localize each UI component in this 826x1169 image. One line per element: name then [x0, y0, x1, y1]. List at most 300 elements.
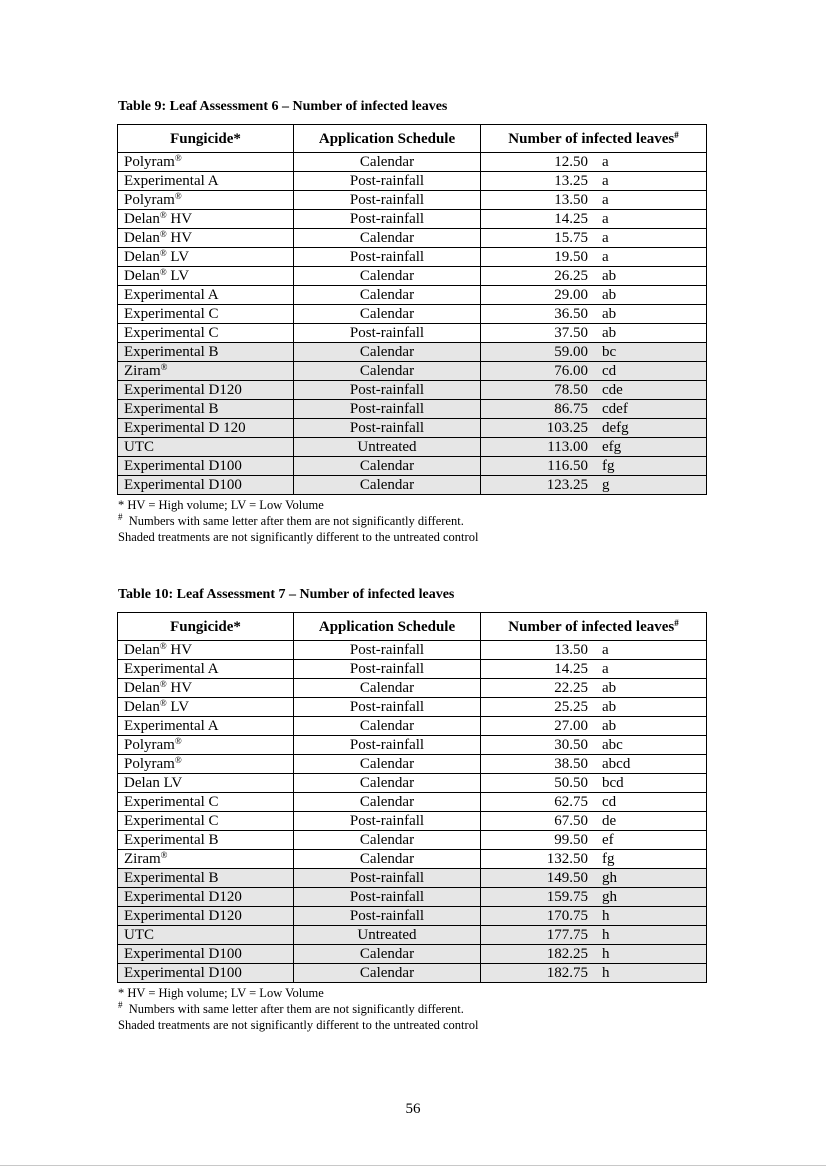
schedule-cell: Calendar [294, 850, 481, 869]
schedule-cell: Calendar [294, 153, 481, 172]
table-body [118, 153, 707, 495]
fungicide-name: Delan [124, 230, 160, 246]
registered-mark: ® [159, 229, 167, 239]
registered-mark: ® [159, 679, 167, 689]
infected-value: 182.25 [546, 946, 588, 962]
schedule-cell: Calendar [294, 717, 481, 736]
infected-cell [481, 774, 707, 793]
significance-letters: gh [602, 870, 617, 886]
infected-value: 30.50 [554, 737, 588, 753]
fungicide-name: Polyram [124, 737, 175, 753]
fungicide-volume: HV [166, 211, 193, 227]
schedule-cell: Post-rainfall [294, 172, 481, 191]
significance-letters: cde [602, 382, 623, 398]
fungicide-name: Experimental D120 [124, 382, 242, 398]
infected-cell [481, 812, 707, 831]
fungicide-name: Delan [124, 699, 160, 715]
infected-value: 13.25 [554, 173, 588, 189]
fungicide-name: Experimental B [124, 344, 219, 360]
infected-value: 25.25 [554, 699, 588, 715]
infected-value: 13.50 [554, 642, 588, 658]
fungicide-cell [118, 850, 294, 869]
infected-cell [481, 381, 707, 400]
fungicide-cell [118, 964, 294, 983]
fungicide-name: Experimental D100 [124, 965, 242, 981]
infected-header [481, 125, 707, 153]
table-row [118, 850, 707, 869]
fungicide-name: Experimental B [124, 870, 219, 886]
fungicide-cell [118, 324, 294, 343]
footnote-shaded: Shaded treatments are not significantly different to the untreated control [118, 1018, 479, 1032]
fungicide-volume: HV [166, 680, 193, 696]
infected-value: 19.50 [554, 249, 588, 265]
fungicide-name: Experimental B [124, 401, 219, 417]
table-row [118, 324, 707, 343]
fungicide-name: Ziram [124, 363, 161, 379]
infected-value: 22.25 [554, 680, 588, 696]
header-row [118, 613, 707, 641]
schedule-cell: Calendar [294, 229, 481, 248]
table-row [118, 641, 707, 660]
fungicide-cell [118, 774, 294, 793]
fungicide-header: Fungicide* [118, 613, 294, 641]
table-row [118, 907, 707, 926]
infected-cell [481, 755, 707, 774]
fungicide-cell [118, 457, 294, 476]
significance-letters: bc [602, 344, 617, 360]
schedule-cell: Post-rainfall [294, 419, 481, 438]
table-row [118, 267, 707, 286]
fungicide-cell [118, 191, 294, 210]
table-row [118, 305, 707, 324]
table-row [118, 774, 707, 793]
infected-value: 78.50 [554, 382, 588, 398]
infected-value: 37.50 [554, 325, 588, 341]
table-caption: Table 10: Leaf Assessment 7 – Number of infected leaves [118, 587, 455, 602]
fungicide-cell [118, 172, 294, 191]
fungicide-cell [118, 812, 294, 831]
infected-cell [481, 210, 707, 229]
significance-letters: ab [602, 268, 617, 284]
significance-letters: ab [602, 306, 617, 322]
infected-cell [481, 457, 707, 476]
infected-value: 14.25 [554, 661, 588, 677]
fungicide-cell [118, 438, 294, 457]
table-row [118, 172, 707, 191]
significance-letters: ab [602, 287, 617, 303]
schedule-cell: Post-rainfall [294, 888, 481, 907]
infected-cell [481, 248, 707, 267]
table-row [118, 191, 707, 210]
table-row [118, 945, 707, 964]
fungicide-cell [118, 869, 294, 888]
fungicide-cell [118, 926, 294, 945]
fungicide-cell [118, 717, 294, 736]
registered-mark: ® [174, 755, 182, 765]
infected-value: 67.50 [554, 813, 588, 829]
significance-letters: a [602, 249, 609, 265]
infected-value: 29.00 [554, 287, 588, 303]
registered-mark: ® [174, 153, 182, 163]
table-row [118, 812, 707, 831]
infected-value: 76.00 [554, 363, 588, 379]
significance-letters: a [602, 642, 609, 658]
infected-cell [481, 229, 707, 248]
fungicide-cell [118, 343, 294, 362]
schedule-cell: Post-rainfall [294, 324, 481, 343]
infected-cell [481, 324, 707, 343]
infected-cell [481, 717, 707, 736]
fungicide-name: UTC [124, 927, 154, 943]
table-row [118, 362, 707, 381]
infected-value: 99.50 [554, 832, 588, 848]
table-row [118, 476, 707, 495]
registered-mark: ® [159, 210, 167, 220]
schedule-cell: Calendar [294, 362, 481, 381]
schedule-cell: Post-rainfall [294, 812, 481, 831]
fungicide-name: Delan [124, 680, 160, 696]
fungicide-volume: HV [166, 230, 193, 246]
fungicide-name: Experimental A [124, 287, 219, 303]
fungicide-cell [118, 831, 294, 850]
schedule-cell: Post-rainfall [294, 736, 481, 755]
fungicide-cell [118, 679, 294, 698]
table-row [118, 438, 707, 457]
registered-mark: ® [160, 850, 168, 860]
significance-letters: abcd [602, 756, 631, 772]
infected-value: 149.50 [546, 870, 588, 886]
table-row [118, 248, 707, 267]
schedule-cell: Post-rainfall [294, 210, 481, 229]
fungicide-name: Experimental A [124, 173, 219, 189]
infected-value: 62.75 [554, 794, 588, 810]
schedule-cell: Post-rainfall [294, 907, 481, 926]
schedule-cell: Calendar [294, 831, 481, 850]
infected-cell [481, 153, 707, 172]
hash-superscript: # [118, 1000, 123, 1010]
schedule-cell: Calendar [294, 755, 481, 774]
infected-value: 59.00 [554, 344, 588, 360]
significance-letters: h [602, 908, 610, 924]
infected-value: 13.50 [554, 192, 588, 208]
infected-cell [481, 888, 707, 907]
infected-cell [481, 438, 707, 457]
schedule-header: Application Schedule [294, 613, 481, 641]
table-row [118, 926, 707, 945]
infected-cell [481, 267, 707, 286]
footnotes [118, 497, 707, 545]
infected-value: 159.75 [546, 889, 588, 905]
fungicide-cell [118, 267, 294, 286]
registered-mark: ® [160, 362, 168, 372]
significance-letters: fg [602, 458, 615, 474]
fungicide-name: Delan [124, 642, 160, 658]
hash-superscript: # [118, 512, 123, 522]
fungicide-cell [118, 698, 294, 717]
fungicide-name: Experimental C [124, 306, 219, 322]
infected-value: 15.75 [554, 230, 588, 246]
infected-cell [481, 362, 707, 381]
fungicide-cell [118, 755, 294, 774]
infected-cell [481, 476, 707, 495]
fungicide-cell [118, 888, 294, 907]
infected-value: 50.50 [554, 775, 588, 791]
significance-letters: defg [602, 420, 629, 436]
significance-letters: h [602, 946, 610, 962]
infected-cell [481, 679, 707, 698]
significance-letters: efg [602, 439, 622, 455]
infected-value: 132.50 [546, 851, 588, 867]
infected-value: 86.75 [554, 401, 588, 417]
significance-letters: abc [602, 737, 623, 753]
fungicide-name: Polyram [124, 756, 175, 772]
infected-cell [481, 926, 707, 945]
significance-letters: ab [602, 699, 617, 715]
infected-header-label: Number of infected leaves [508, 130, 675, 147]
fungicide-name: Experimental C [124, 794, 219, 810]
fungicide-cell [118, 381, 294, 400]
infected-value: 38.50 [554, 756, 588, 772]
table-row [118, 229, 707, 248]
hash-superscript: # [674, 129, 679, 140]
registered-mark: ® [159, 698, 167, 708]
significance-letters: de [602, 813, 617, 829]
infected-cell [481, 172, 707, 191]
infected-cell [481, 698, 707, 717]
schedule-cell: Calendar [294, 267, 481, 286]
fungicide-volume: HV [166, 642, 193, 658]
fungicide-cell [118, 907, 294, 926]
fungicide-cell [118, 419, 294, 438]
schedule-cell: Untreated [294, 438, 481, 457]
fungicide-cell [118, 362, 294, 381]
infected-cell [481, 286, 707, 305]
infected-cell [481, 964, 707, 983]
significance-letters: h [602, 965, 610, 981]
infected-cell [481, 831, 707, 850]
significance-letters: a [602, 173, 609, 189]
table-row [118, 736, 707, 755]
infected-value: 27.00 [554, 718, 588, 734]
fungicide-name: Experimental D100 [124, 477, 242, 493]
fungicide-cell [118, 305, 294, 324]
registered-mark: ® [174, 736, 182, 746]
table-row [118, 679, 707, 698]
table-row [118, 343, 707, 362]
infected-value: 14.25 [554, 211, 588, 227]
fungicide-name: Delan [124, 211, 160, 227]
infected-cell [481, 793, 707, 812]
infected-value: 177.75 [546, 927, 588, 943]
fungicide-name: Experimental B [124, 832, 219, 848]
schedule-cell: Calendar [294, 679, 481, 698]
fungicide-name: Experimental D100 [124, 946, 242, 962]
fungicide-name: Delan LV [124, 775, 183, 791]
infected-header-label: Number of infected leaves [508, 618, 675, 635]
table-row [118, 660, 707, 679]
table-row [118, 964, 707, 983]
footnote-hv-lv: * HV = High volume; LV = Low Volume [118, 986, 324, 1000]
table-row [118, 457, 707, 476]
significance-letters: a [602, 230, 609, 246]
fungicide-name: Experimental D100 [124, 458, 242, 474]
fungicide-volume: LV [166, 699, 190, 715]
table-body [118, 641, 707, 983]
footnote-shaded: Shaded treatments are not significantly different to the untreated control [118, 530, 479, 544]
significance-letters: ab [602, 325, 617, 341]
significance-letters: ab [602, 718, 617, 734]
schedule-cell: Calendar [294, 457, 481, 476]
fungicide-cell [118, 229, 294, 248]
table-row [118, 717, 707, 736]
registered-mark: ® [159, 267, 167, 277]
page-number: 56 [405, 1101, 421, 1117]
table-9-block [117, 99, 707, 545]
schedule-cell: Calendar [294, 945, 481, 964]
infected-cell [481, 736, 707, 755]
header-row [118, 125, 707, 153]
hash-superscript: # [674, 617, 679, 628]
infected-cell [481, 850, 707, 869]
schedule-cell: Post-rainfall [294, 400, 481, 419]
infected-leaves-table [117, 612, 707, 983]
fungicide-cell [118, 736, 294, 755]
schedule-cell: Calendar [294, 774, 481, 793]
footnote-letters: # Numbers with same letter after them are not significantly different. [118, 512, 464, 528]
schedule-cell: Post-rainfall [294, 660, 481, 679]
fungicide-name: Ziram [124, 851, 161, 867]
infected-header [481, 613, 707, 641]
fungicide-volume: LV [166, 268, 190, 284]
schedule-cell: Post-rainfall [294, 248, 481, 267]
fungicide-name: Delan [124, 268, 160, 284]
footnote-hv-lv: * HV = High volume; LV = Low Volume [118, 498, 324, 512]
table-10-block [117, 587, 707, 1033]
fungicide-cell [118, 660, 294, 679]
infected-cell [481, 419, 707, 438]
fungicide-cell [118, 400, 294, 419]
schedule-cell: Post-rainfall [294, 698, 481, 717]
schedule-cell: Calendar [294, 286, 481, 305]
infected-cell [481, 641, 707, 660]
fungicide-cell [118, 945, 294, 964]
fungicide-name: Experimental A [124, 661, 219, 677]
fungicide-cell [118, 248, 294, 267]
significance-letters: gh [602, 889, 617, 905]
footnotes [118, 985, 707, 1033]
table-caption: Table 9: Leaf Assessment 6 – Number of infected leaves [118, 99, 448, 114]
fungicide-name: Experimental D 120 [124, 420, 246, 436]
table-row [118, 755, 707, 774]
fungicide-name: Experimental D120 [124, 908, 242, 924]
infected-value: 12.50 [554, 154, 588, 170]
table-row [118, 153, 707, 172]
footnote-letters: # Numbers with same letter after them are not significantly different. [118, 1000, 464, 1016]
fungicide-name: Experimental C [124, 813, 219, 829]
table-row [118, 400, 707, 419]
fungicide-name: Polyram [124, 154, 175, 170]
fungicide-cell [118, 793, 294, 812]
table-row [118, 869, 707, 888]
schedule-cell: Post-rainfall [294, 381, 481, 400]
schedule-cell: Calendar [294, 343, 481, 362]
table-row [118, 286, 707, 305]
fungicide-name: UTC [124, 439, 154, 455]
significance-letters: a [602, 661, 609, 677]
significance-letters: ab [602, 680, 617, 696]
significance-letters: cd [602, 794, 617, 810]
fungicide-cell [118, 286, 294, 305]
fungicide-name: Delan [124, 249, 160, 265]
registered-mark: ® [159, 641, 167, 651]
infected-value: 26.25 [554, 268, 588, 284]
infected-cell [481, 343, 707, 362]
infected-value: 103.25 [546, 420, 588, 436]
infected-value: 36.50 [554, 306, 588, 322]
significance-letters: a [602, 211, 609, 227]
table-row [118, 419, 707, 438]
significance-letters: ef [602, 832, 614, 848]
significance-letters: cdef [602, 401, 628, 417]
schedule-cell: Untreated [294, 926, 481, 945]
infected-value: 116.50 [547, 458, 588, 474]
fungicide-cell [118, 153, 294, 172]
fungicide-cell [118, 476, 294, 495]
significance-letters: fg [602, 851, 615, 867]
table-row [118, 210, 707, 229]
fungicide-name: Polyram [124, 192, 175, 208]
schedule-cell: Calendar [294, 305, 481, 324]
infected-cell [481, 305, 707, 324]
infected-value: 123.25 [546, 477, 588, 493]
significance-letters: a [602, 192, 609, 208]
schedule-header: Application Schedule [294, 125, 481, 153]
schedule-cell: Calendar [294, 476, 481, 495]
table-row [118, 698, 707, 717]
infected-cell [481, 660, 707, 679]
significance-letters: cd [602, 363, 617, 379]
fungicide-cell [118, 210, 294, 229]
fungicide-header: Fungicide* [118, 125, 294, 153]
fungicide-name: Experimental C [124, 325, 219, 341]
infected-cell [481, 400, 707, 419]
fungicide-name: Experimental A [124, 718, 219, 734]
schedule-cell: Post-rainfall [294, 191, 481, 210]
significance-letters: g [602, 477, 610, 493]
fungicide-cell [118, 641, 294, 660]
registered-mark: ® [174, 191, 182, 201]
infected-cell [481, 907, 707, 926]
table-row [118, 381, 707, 400]
registered-mark: ® [159, 248, 167, 258]
fungicide-volume: LV [166, 249, 190, 265]
infected-cell [481, 945, 707, 964]
significance-letters: a [602, 154, 609, 170]
infected-value: 182.75 [546, 965, 588, 981]
table-row [118, 888, 707, 907]
schedule-cell: Post-rainfall [294, 869, 481, 888]
schedule-cell: Calendar [294, 964, 481, 983]
schedule-cell: Post-rainfall [294, 641, 481, 660]
infected-value: 113.00 [547, 439, 588, 455]
table-row [118, 831, 707, 850]
significance-letters: h [602, 927, 610, 943]
page-bottom-rule [0, 1165, 826, 1166]
infected-cell [481, 191, 707, 210]
table-row [118, 793, 707, 812]
infected-cell [481, 869, 707, 888]
significance-letters: bcd [602, 775, 624, 791]
